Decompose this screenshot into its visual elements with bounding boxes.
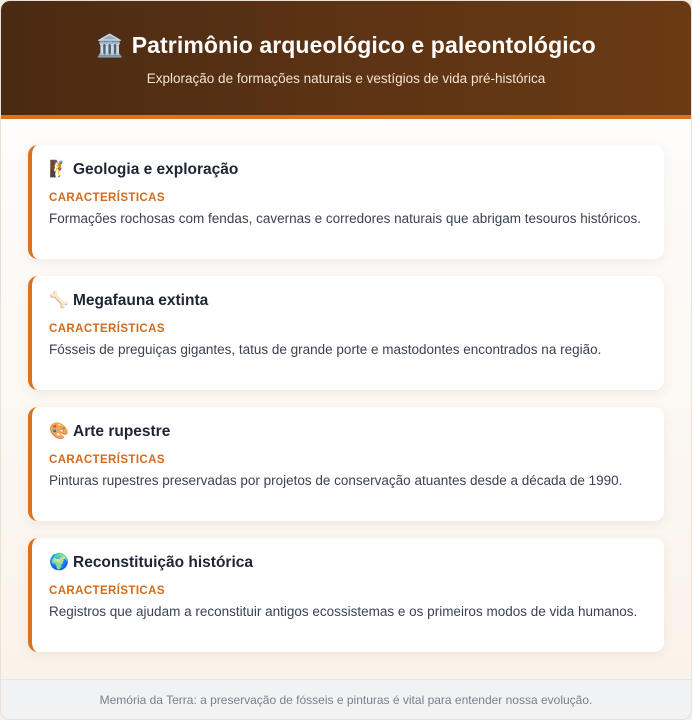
globe-icon: 🌍	[49, 554, 69, 571]
card-reconstituicao	[28, 538, 664, 652]
card-description: Formações rochosas com fendas, cavernas e corredores naturais que abrigam tesouros históricos.	[49, 211, 642, 226]
card-geologia	[28, 145, 664, 259]
card-list	[1, 119, 691, 679]
card-tag: CARACTERÍSTICAS	[49, 585, 165, 597]
card-header	[49, 423, 646, 441]
card-description: Registros que ajudam a reconstituir antigos ecossistemas e os primeiros modos de vida humanos.	[49, 604, 638, 619]
card-title: Geologia e exploração	[73, 161, 239, 178]
card-tag: CARACTERÍSTICAS	[49, 454, 165, 466]
card-title: Megafauna extinta	[73, 292, 209, 309]
card-header	[49, 161, 646, 179]
card-description: Fósseis de preguiças gigantes, tatus de grande porte e mastodontes encontrados na região.	[49, 342, 602, 357]
card-description: Pinturas rupestres preservadas por projetos de conservação atuantes desde a década de 1990.	[49, 473, 623, 488]
card-tag: CARACTERÍSTICAS	[49, 192, 165, 204]
card-megafauna	[28, 276, 664, 390]
card-tag: CARACTERÍSTICAS	[49, 323, 165, 335]
page-footer	[1, 679, 691, 719]
card-title: Arte rupestre	[73, 423, 171, 440]
bone-icon: 🦴	[49, 292, 69, 309]
card-title: Reconstituição histórica	[73, 554, 254, 571]
card-header	[49, 554, 646, 572]
page-header	[1, 1, 691, 119]
classical-building-icon: 🏛️	[96, 32, 124, 58]
card-header	[49, 292, 646, 310]
climber-icon: 🧗	[49, 161, 69, 178]
footer-text: Memória da Terra: a preservação de fósseis e pinturas é vital para entender nossa evolução.	[99, 693, 593, 707]
palette-icon: 🎨	[49, 423, 69, 440]
card-arte-rupestre	[28, 407, 664, 521]
page-subtitle: Exploração de formações naturais e vestígios de vida pré-histórica	[146, 71, 546, 86]
page-title-text: Patrimônio arqueológico e paleontológico	[131, 32, 596, 58]
page-title	[96, 32, 596, 59]
